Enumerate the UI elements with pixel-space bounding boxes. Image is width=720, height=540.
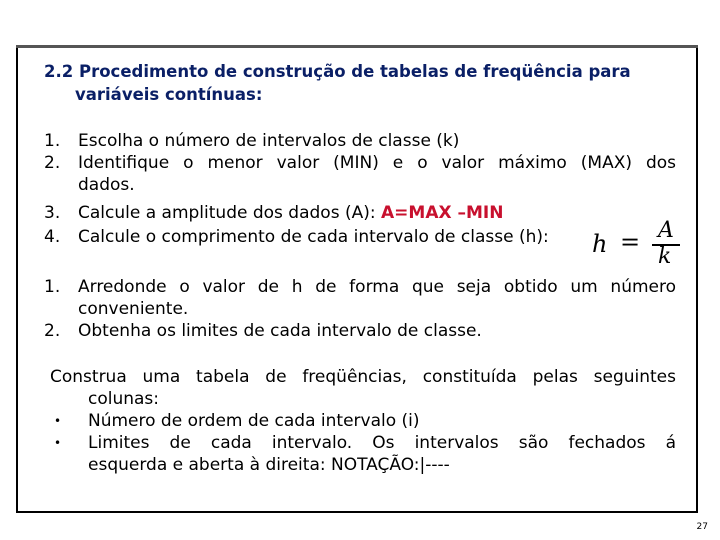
formula-h [590,220,690,270]
step-2 [44,152,676,196]
step-number: 4. [44,227,61,247]
step-3 [44,202,676,224]
section-number: 2.2 [44,62,74,81]
bullet-1-text: Número de ordem de cada intervalo (i) [88,411,420,431]
page-number: 27 [696,522,708,532]
step-number: 1. [44,131,61,151]
bullet-2-line-2: esquerda e aberta à direita: NOTAÇÃO:|---- [88,455,450,475]
title-line-1: Procedimento de construção de tabelas de freqüência para [78,62,631,81]
title-line-2: variáveis contínuas: [75,85,263,104]
step-4 [44,226,676,248]
step-1 [44,130,676,152]
section-title [44,60,676,106]
step-text [78,202,676,224]
formula-h-denominator: k [658,244,672,269]
bullet-dot: • [54,436,62,450]
step-text: Calcule o comprimento de cada intervalo de classe (h): [78,227,549,247]
formula-h-lhs: h [592,230,608,258]
bullet-dot: • [54,414,62,428]
formula-h-eq: = [620,228,641,256]
step-number: 1. [44,277,61,297]
amplitude-formula: A=MAX –MIN [381,203,504,223]
construct-line-1: Construa uma tabela de freqüências, constituída pelas seguintes [50,367,676,387]
bullet-2-line-1: Limites de cada intervalo. Os intervalos são fechados á [88,433,676,453]
step-text: Escolha o número de intervalos de classe (k) [78,131,460,151]
step-3-label: Calcule a amplitude dos dados (A): [78,203,381,223]
step-text-line-2: conveniente. [78,299,189,319]
step-text-line-1: Identifique o menor valor (MIN) e o valor máximo (MAX) dos [78,153,676,173]
step-text-line-1: Arredonde o valor de h de forma que seja obtido um número [78,277,676,297]
step-text: Obtenha os limites de cada intervalo de classe. [78,321,482,341]
construct-line-2: colunas: [88,389,160,409]
substep-1 [44,276,676,320]
substep-2 [44,320,676,342]
step-text-line-2: dados. [78,175,135,195]
step-number: 2. [44,153,61,173]
step-number: 2. [44,321,61,341]
step-number: 3. [44,203,61,223]
formula-h-numerator: A [658,218,674,243]
top-rule [16,45,698,48]
